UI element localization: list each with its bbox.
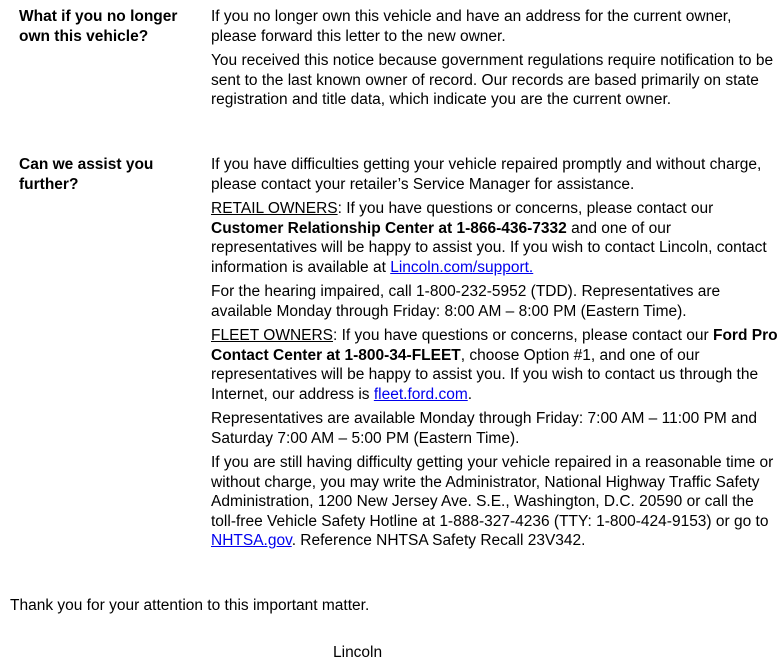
fleet-ford-link[interactable]: fleet.ford.com: [373, 385, 468, 403]
paragraph-notice-reason: You received this notice because government regulations require notification to be sent to the last known owner of record. Our records are based primarily on state registration and title data, which indicate you are the current owner.: [211, 52, 774, 108]
paragraph-fleet-hours: Representatives are available Monday through Friday: 7:00 AM – 11:00 PM and Saturday 7:00 AM – 5:00 PM (Eastern Time).: [211, 410, 757, 447]
paragraph-nhtsa: [211, 453, 779, 551]
retail-text-2: and one of our representatives will be happy to assist you. If you wish to contact Lincoln, contact information is available at: [211, 219, 767, 276]
paragraph-retailer: If you have difficulties getting your vehicle repaired promptly and without charge, please contact your retailer’s Service Manager for assistance.: [211, 156, 762, 193]
nhtsa-text-1: If you are still having difficulty getting your vehicle repaired in a reasonable time or without charge, you may write the Administrator, National Highway Traffic Safety Administration, 1200 New Jersey Ave. S.E., Washington, D.C. 20590 or call the toll-free Vehicle Safety Hotline at 1-888-327-4236 (TTY: 1-800-424-9153) or go to: [211, 454, 774, 530]
paragraph-hearing-impaired: For the hearing impaired, call 1-800-232-5952 (TDD). Representatives are available Monday through Friday: 8:00 AM – 8:00 PM (Eastern Time).: [211, 283, 721, 320]
nhtsa-text-2: . Reference NHTSA Safety Recall 23V342.: [291, 532, 586, 549]
paragraph-forward-letter: If you no longer own this vehicle and have an address for the current owner, please forward this letter to the new owner.: [211, 8, 732, 45]
answer-assist-further: [211, 155, 779, 556]
answer-no-longer-own: [211, 7, 779, 115]
fleet-text-3: .: [467, 385, 473, 403]
fleet-text-2: , choose Option #1, and one of our representatives will be happy to assist you. If you wish to contact us through the Internet, our address is: [211, 346, 759, 403]
ford-pro-contact-center: Ford Pro Contact Center at 1-800-34-FLEET: [211, 327, 778, 364]
lincoln-support-link[interactable]: Lincoln.com/support.: [390, 258, 534, 276]
nhtsa-link[interactable]: NHTSA.gov: [211, 532, 292, 549]
question-assist-further: Can we assist you further?: [19, 156, 154, 193]
question-no-longer-own: What if you no longer own this vehicle?: [19, 8, 178, 45]
fleet-text-1: : If you have questions or concerns, please contact our: [333, 327, 713, 344]
paragraph-retail-owners: [211, 199, 779, 277]
fleet-owners-label: FLEET OWNERS: [211, 327, 334, 344]
retail-owners-label: RETAIL OWNERS: [211, 200, 338, 217]
signature-lincoln: Lincoln: [333, 644, 383, 661]
customer-relationship-center: Customer Relationship Center at 1-866-436-7332: [211, 219, 567, 237]
retail-text-1: : If you have questions or concerns, please contact our: [337, 200, 714, 217]
paragraph-fleet-owners: [211, 326, 779, 404]
closing-thanks: Thank you for your attention to this important matter.: [10, 597, 370, 614]
